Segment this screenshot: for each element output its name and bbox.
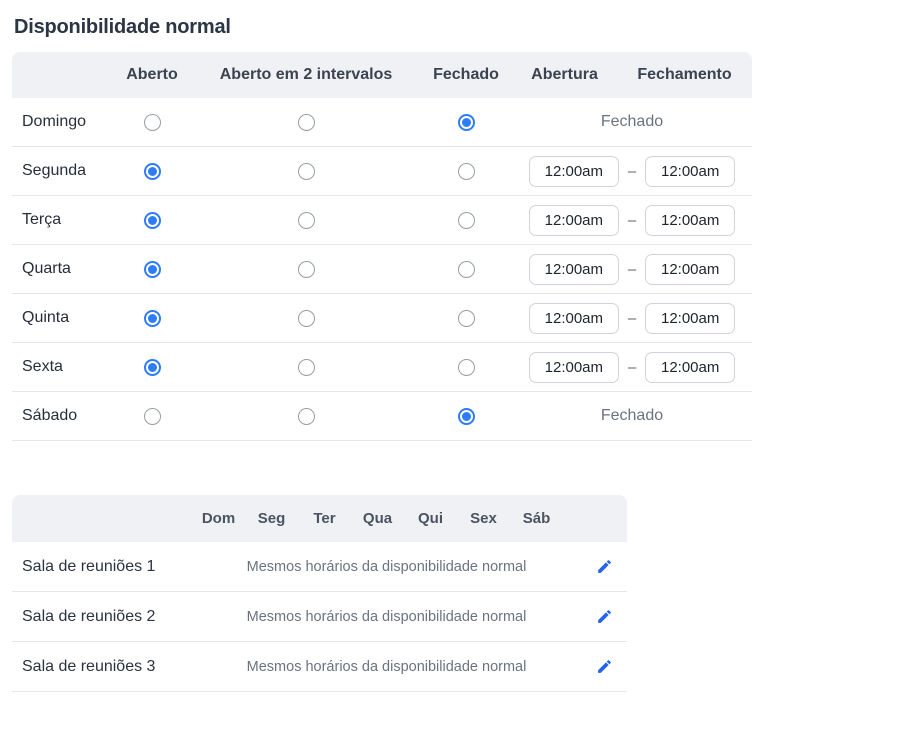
edit-schedule-button[interactable] xyxy=(594,656,615,677)
header-ter: Ter xyxy=(313,510,336,527)
radio-aberto-2-intervalos[interactable] xyxy=(298,261,315,278)
opening-time-input[interactable] xyxy=(529,156,619,187)
opening-time-input[interactable] xyxy=(529,352,619,383)
pencil-icon xyxy=(596,663,613,678)
closing-time-input[interactable] xyxy=(645,156,735,187)
radio-aberto-2-intervalos[interactable] xyxy=(298,310,315,327)
radio-aberto[interactable] xyxy=(144,163,161,180)
room-row xyxy=(12,642,627,692)
availability-row-sexta xyxy=(12,343,752,392)
radio-aberto[interactable] xyxy=(144,261,161,278)
radio-aberto-2-intervalos[interactable] xyxy=(298,408,315,425)
radio-fechado[interactable] xyxy=(458,310,475,327)
day-label: Terça xyxy=(22,211,62,228)
room-schedule-text: Mesmos horários da disponibilidade normal xyxy=(246,558,527,575)
time-range-dash: – xyxy=(627,260,637,278)
closed-status-label: Fechado xyxy=(600,407,664,424)
header-fechamento: Fechamento xyxy=(637,66,732,83)
day-label: Quinta xyxy=(22,309,70,326)
room-name: Sala de reuniões 2 xyxy=(22,607,156,625)
radio-aberto[interactable] xyxy=(144,212,161,229)
times-cell xyxy=(512,156,752,187)
times-cell xyxy=(512,205,752,236)
day-label: Sexta xyxy=(22,358,63,375)
availability-row-quarta xyxy=(12,245,752,294)
edit-schedule-button[interactable] xyxy=(594,556,615,577)
day-label: Sábado xyxy=(22,407,78,424)
room-schedule-text: Mesmos horários da disponibilidade normal xyxy=(246,608,527,625)
room-schedule-text: Mesmos horários da disponibilidade normal xyxy=(246,658,527,675)
header-sab: Sáb xyxy=(522,510,551,527)
radio-fechado[interactable] xyxy=(458,408,475,425)
header-abertura: Abertura xyxy=(531,66,598,83)
closed-status-label: Fechado xyxy=(600,113,664,130)
radio-aberto-2-intervalos[interactable] xyxy=(298,359,315,376)
header-aberto-2-intervalos: Aberto em 2 intervalos xyxy=(219,66,393,83)
edit-schedule-button[interactable] xyxy=(594,606,615,627)
time-range xyxy=(512,205,752,236)
pencil-icon xyxy=(596,613,613,628)
time-range-dash: – xyxy=(627,211,637,229)
header-dom: Dom xyxy=(201,510,236,527)
radio-aberto[interactable] xyxy=(144,114,161,131)
pencil-icon xyxy=(596,563,613,578)
header-aberto: Aberto xyxy=(126,66,178,83)
radio-fechado[interactable] xyxy=(458,163,475,180)
header-qua: Qua xyxy=(362,510,393,527)
time-range-dash: – xyxy=(627,358,637,376)
header-qui: Qui xyxy=(418,510,443,527)
times-cell xyxy=(512,303,752,334)
header-seg: Seg xyxy=(257,510,286,527)
opening-time-input[interactable] xyxy=(529,205,619,236)
closing-time-input[interactable] xyxy=(645,303,735,334)
closing-time-input[interactable] xyxy=(645,352,735,383)
availability-row-domingo xyxy=(12,98,752,147)
closing-time-input[interactable] xyxy=(645,254,735,285)
room-name: Sala de reuniões 1 xyxy=(22,557,156,575)
times-cell xyxy=(512,352,752,383)
availability-table-header xyxy=(12,52,752,98)
radio-fechado[interactable] xyxy=(458,212,475,229)
room-name: Sala de reuniões 3 xyxy=(22,657,156,675)
radio-aberto-2-intervalos[interactable] xyxy=(298,163,315,180)
room-row xyxy=(12,542,627,592)
radio-fechado[interactable] xyxy=(458,359,475,376)
radio-aberto-2-intervalos[interactable] xyxy=(298,114,315,131)
time-range-dash: – xyxy=(627,162,637,180)
time-range xyxy=(512,254,752,285)
rooms-table xyxy=(12,495,627,692)
day-label: Quarta xyxy=(22,260,71,277)
opening-time-input[interactable] xyxy=(529,303,619,334)
day-label: Domingo xyxy=(22,113,87,130)
header-fechado: Fechado xyxy=(433,66,499,83)
header-sex: Sex xyxy=(470,510,497,527)
availability-table xyxy=(12,52,752,441)
time-range xyxy=(512,303,752,334)
availability-row-segunda xyxy=(12,147,752,196)
availability-row-terca xyxy=(12,196,752,245)
time-range-dash: – xyxy=(627,309,637,327)
time-range xyxy=(512,352,752,383)
page-title: Disponibilidade normal xyxy=(14,16,231,38)
times-cell xyxy=(512,113,752,131)
times-cell xyxy=(512,407,752,425)
closing-time-input[interactable] xyxy=(645,205,735,236)
radio-aberto[interactable] xyxy=(144,408,161,425)
radio-fechado[interactable] xyxy=(458,261,475,278)
radio-aberto[interactable] xyxy=(144,310,161,327)
time-range xyxy=(512,156,752,187)
room-row xyxy=(12,592,627,642)
rooms-table-header xyxy=(12,495,627,542)
day-label: Segunda xyxy=(22,162,87,179)
radio-aberto-2-intervalos[interactable] xyxy=(298,212,315,229)
times-cell xyxy=(512,254,752,285)
opening-time-input[interactable] xyxy=(529,254,619,285)
availability-row-quinta xyxy=(12,294,752,343)
radio-aberto[interactable] xyxy=(144,359,161,376)
availability-row-sabado xyxy=(12,392,752,441)
radio-fechado[interactable] xyxy=(458,114,475,131)
